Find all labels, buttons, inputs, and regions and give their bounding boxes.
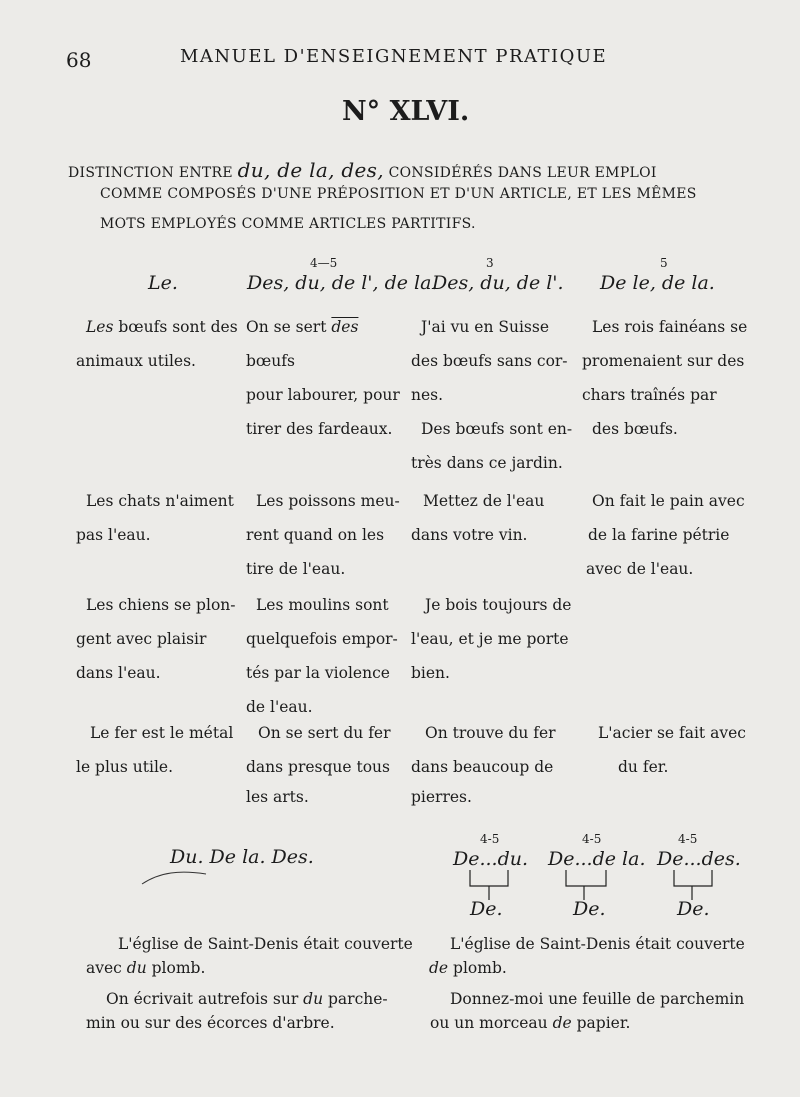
table-line: Les chats n'aiment [86, 492, 234, 510]
table-line: très dans ce jardin. [411, 454, 563, 472]
example-left-1-line1: L'église de Saint-Denis était couverte [118, 935, 413, 953]
heading-mark-4: 5 [660, 256, 668, 270]
table-line: Mettez de l'eau [423, 492, 545, 510]
group3-top: De...des. [657, 848, 741, 870]
table-line: avec de l'eau. [586, 560, 694, 578]
group3-mark: 4-5 [678, 832, 698, 846]
row4-col1 [76, 716, 241, 784]
table-line: Les [86, 318, 114, 336]
example-text: plomb. [448, 959, 507, 977]
table-line: On fait le pain avec [592, 492, 745, 510]
table-line: du fer. [618, 758, 669, 776]
table-line: tés par la violence [246, 664, 390, 682]
example-right-2-line1: Donnez-moi une feuille de parchemin [450, 990, 745, 1008]
heading-mark-3: 3 [486, 256, 494, 270]
table-line: Les rois fainéans se [592, 318, 748, 336]
table-line: Les bœufs sont des [86, 318, 238, 336]
group1-mark: 4-5 [480, 832, 500, 846]
example-text: On écrivait autrefois sur [106, 990, 304, 1008]
intro-text-a: DISTINCTION ENTRE [68, 165, 233, 181]
table-line: chars traînés par [582, 386, 717, 404]
lesson-number: N° XLVI. [342, 96, 470, 127]
table-line: dans votre vin. [411, 526, 528, 544]
table-line: pour labourer, pour [246, 386, 400, 404]
table-line: Les chiens se plon- [86, 596, 236, 614]
row4-col3 [411, 716, 586, 810]
table-line: dans beaucoup de [411, 758, 554, 776]
col-heading-4: De le, de la. [600, 272, 715, 294]
table-line: dans l'eau. [76, 664, 161, 682]
example-left-2-line2: min ou sur des écorces d'arbre. [86, 1014, 335, 1032]
table-line: pas l'eau. [76, 526, 151, 544]
table-line: des bœufs. [592, 420, 678, 438]
table-line: On se sert du fer [258, 724, 391, 742]
table-line: tire de l'eau. [246, 560, 346, 578]
example-left-2-line1 [106, 990, 388, 1008]
col-heading-1: Le. [148, 272, 178, 294]
heading-mark-2: 4—5 [310, 256, 338, 270]
row2-col1 [76, 484, 241, 552]
table-line: nes. [411, 386, 444, 404]
example-right-1-line2 [429, 959, 507, 977]
example-left-1-line2 [86, 959, 205, 977]
intro-text-c: CONSIDÉRÉS DANS LEUR EMPLOI [388, 165, 657, 181]
example-right-1-line1: L'église de Saint-Denis était couverte [450, 935, 745, 953]
table-line: Des bœufs sont en- [421, 420, 573, 438]
example-text: plomb. [146, 959, 206, 977]
table-line: promenaient sur des [582, 352, 745, 370]
table-line: de l'eau. [246, 698, 313, 716]
page-number: 68 [66, 48, 92, 72]
table-line: les arts. [246, 788, 309, 806]
running-title: MANUEL D'ENSEIGNEMENT PRATIQUE [180, 46, 608, 67]
pen-flourish [140, 868, 210, 888]
group3-bottom: De. [677, 898, 710, 920]
group1-top: De...du. [453, 848, 529, 870]
table-line: l'eau, et je me porte [411, 630, 569, 648]
group1-bottom: De. [470, 898, 503, 920]
example-text: parche- [323, 990, 388, 1008]
table-line: quelquefois empor- [246, 630, 398, 648]
table-line: J'ai vu en Suisse [421, 318, 549, 336]
table-line: des bœufs sans cor- [411, 352, 568, 370]
col-heading-3: Des, du, de l'. [432, 272, 564, 294]
example-right-2-line2 [430, 1014, 630, 1032]
intro-line-3: MOTS EMPLOYÉS COMME ARTICLES PARTITIFS. [100, 216, 476, 232]
row1-col4 [582, 310, 752, 446]
table-line: de la farine pétrie [588, 526, 730, 544]
example-text: de [552, 1014, 572, 1032]
example-text: avec [86, 959, 127, 977]
row3-col1 [76, 588, 241, 690]
row1-col2 [246, 310, 411, 446]
example-text: du [126, 959, 147, 977]
table-line: On trouve du fer [425, 724, 556, 742]
table-line: gent avec plaisir [76, 630, 207, 648]
group2-mark: 4-5 [582, 832, 602, 846]
row4-col2 [246, 716, 411, 810]
row1-col1 [76, 310, 241, 378]
group2-bottom: De. [573, 898, 606, 920]
row3-col3 [411, 588, 586, 690]
table-line: pierres. [411, 788, 472, 806]
table-line: Les poissons meu- [256, 492, 400, 510]
table-line: dans presque tous [246, 758, 390, 776]
row2-col2 [246, 484, 411, 586]
row3-col2 [246, 588, 411, 724]
table-line: $\overline{des}$ [331, 318, 359, 336]
col-heading-2: Des, du, de l', de la. [247, 272, 438, 294]
row2-col4 [586, 484, 757, 586]
table-line: tirer des fardeaux. [246, 420, 393, 438]
table-line: animaux utiles. [76, 352, 196, 370]
example-text: ou un morceau [430, 1014, 553, 1032]
table-line: Les moulins sont [256, 596, 389, 614]
du-de-la-des-heading: Du. De la. Des. [170, 846, 314, 868]
intro-text-b: du, de la, des, [237, 158, 384, 182]
row2-col3 [411, 484, 586, 552]
table-line: Le fer est le métal [90, 724, 234, 742]
row1-col3 [411, 310, 586, 480]
table-line: rent quand on les [246, 526, 385, 544]
group2-top: De...de la. [548, 848, 646, 870]
intro-line-1 [68, 158, 657, 182]
table-line: le plus utile. [76, 758, 174, 776]
intro-line-2: COMME COMPOSÉS D'UNE PRÉPOSITION ET D'UN ARTICLE, ET LES MÊMES [100, 186, 697, 202]
table-line: Je bois toujours de [425, 596, 572, 614]
example-text: du [303, 990, 324, 1008]
table-line: L'acier se fait avec [598, 724, 746, 742]
example-text: papier. [571, 1014, 631, 1032]
table-line: On se sert $\overline{des}$ bœufs [246, 318, 359, 370]
table-line: bien. [411, 664, 450, 682]
example-text: de [429, 959, 449, 977]
row4-col4 [598, 716, 758, 784]
